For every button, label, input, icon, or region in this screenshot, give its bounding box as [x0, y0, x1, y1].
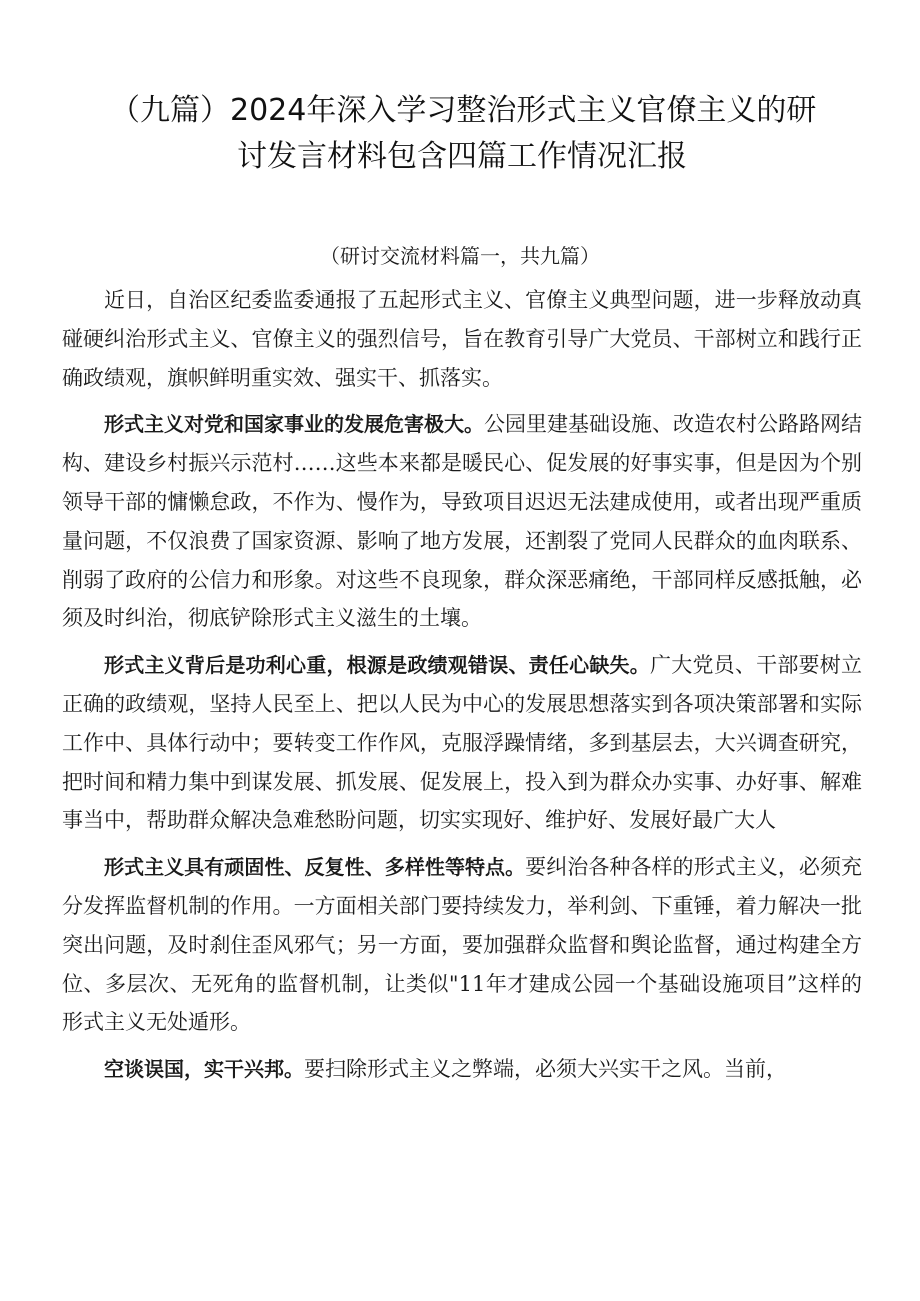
document-title: [110, 88, 830, 180]
paragraph-5: [62, 1050, 862, 1089]
paragraph-2: [62, 405, 862, 638]
title-line-2: 讨发言材料包含四篇工作情况汇报: [237, 139, 687, 174]
paragraph-2-lead: 形式主义对党和国家事业的发展危害极大。: [104, 412, 484, 437]
paragraph-2-text: 公园里建基础设施、改造农村公路路网结构、建设乡村振兴示范村……这些本来都是暖民心、促发展的好事实事，但是因为个别领导干部的慵懒怠政，不作为、慢作为，导致项目迟迟无法建成使用，或者出现严重质量问题，不仅浪费了国家资源、影响了地方发展，还割裂了党同人民群众的血肉联系、削弱了政府的公信力和形象。对这些不良现象，群众深恶痛绝，干部同样反感抵触，必须及时纠治，彻底铲除形式主义滋生的土壤。: [62, 412, 862, 631]
document-body: [62, 281, 862, 1097]
paragraph-4: [62, 848, 862, 1042]
document-subtitle: （研讨交流材料篇一，共九篇）: [320, 244, 600, 268]
paragraph-1: [62, 281, 862, 397]
paragraph-3-lead: 形式主义背后是功利心重，根源是政绩观错误、责任心缺失。: [104, 653, 650, 678]
paragraph-4-text: 要纠治各种各样的形式主义，必须充分发挥监督机制的作用。一方面相关部门要持续发力，举利剑、下重锤，着力解决一批突出问题，及时刹住歪风邪气；另一方面，要加强群众监督和舆论监督，通过构建全方位、多层次、无死角的监督机制，让类似"11年才建成公园一个基础设施项目”这样的形式主义无处遁形。: [62, 855, 863, 1035]
paragraph-5-text: 要扫除形式主义之弊端，必须大兴实干之风。当前，: [304, 1057, 787, 1082]
paragraph-1-text: 近日，自治区纪委监委通报了五起形式主义、官僚主义典型问题，进一步释放动真碰硬纠治形式主义、官僚主义的强烈信号，旨在教育引导广大党员、干部树立和践行正确政绩观，旗帜鲜明重实效、强实干、抓落实。: [62, 288, 862, 390]
paragraph-3: [62, 646, 862, 840]
title-line-1: （九篇）2024年深入学习整治形式主义官僚主义的研: [110, 93, 817, 128]
paragraph-3-text: 广大党员、干部要树立正确的政绩观，坚持人民至上、把以人民为中心的发展思想落实到各项决策部署和实际工作中、具体行动中；要转变工作作风，克服浮躁情绪，多到基层去，大兴调查研究，把时间和精力集中到谋发展、抓发展、促发展上，投入到为群众办实事、办好事、解难事当中，帮助群众解决急难愁盼问题，切实实现好、维护好、发展好最广大人: [62, 653, 862, 833]
paragraph-5-lead: 空谈误国，实干兴邦。: [104, 1057, 304, 1082]
paragraph-4-lead: 形式主义具有顽固性、反复性、多样性等特点。: [104, 855, 526, 880]
